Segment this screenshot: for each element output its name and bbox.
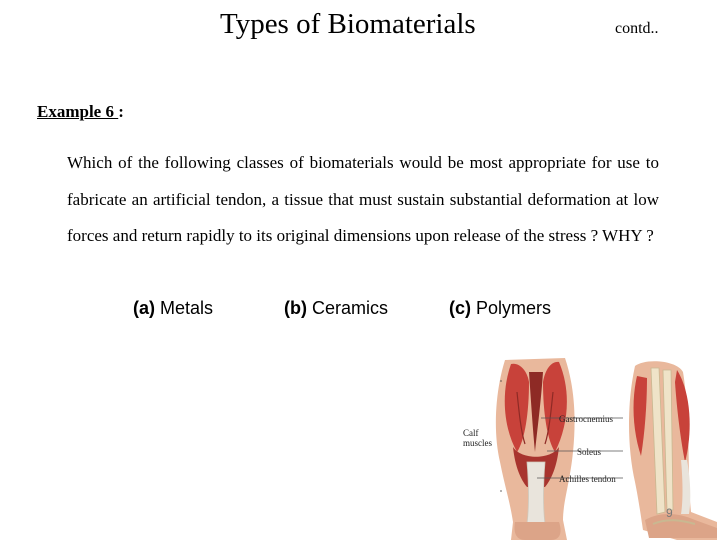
option-c-text: Polymers [471,298,552,318]
option-b [284,298,388,319]
slide-title: Types of Biomaterials [220,8,476,40]
label-calf-muscles: muscles [463,438,492,448]
answer-options [0,298,720,324]
label-gastrocnemius: Gastrocnemius [559,414,613,424]
option-b-key: (b) [284,298,307,318]
option-a-text: Metals [155,298,214,318]
option-c-key: (c) [449,298,471,318]
page-number: 9 [666,506,673,520]
contd-label: contd.. [615,20,659,37]
option-a [133,298,213,319]
label-calf: Calf [463,428,479,438]
example-label: Example 6 [37,102,119,121]
question-text: Which of the following classes of biomaterials would be most appropriate for use to fabricate an artificial tendon, a tissue that must sustain substantial deformation at low forces and return rapidly to its original dimensions upon release of the stress ? WHY ? [67,153,659,245]
label-achilles-tendon: Achilles tendon [559,474,616,484]
option-c [449,298,551,319]
label-soleus: Soleus [577,447,602,457]
example-heading [37,102,124,122]
option-a-key: (a) [133,298,155,318]
option-b-text: Ceramics [306,298,388,318]
example-colon: : [118,102,124,121]
leg-anatomy-figure [455,352,720,540]
leg-anatomy-illustration [455,352,720,540]
